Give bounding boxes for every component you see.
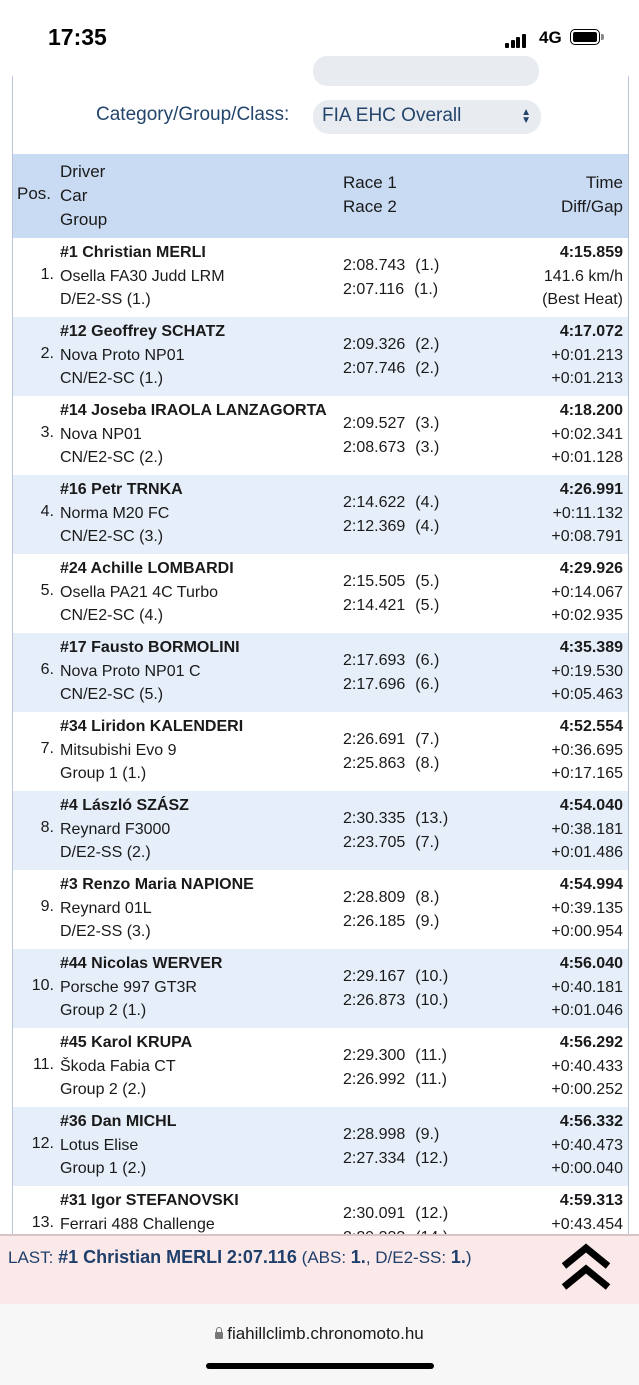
row-driver <box>60 399 327 470</box>
race1-time: 2:26.691 <box>343 731 406 748</box>
car-name: Porsche 997 GT3R <box>60 978 197 996</box>
race2-time: 2:26.185 <box>343 912 406 930</box>
driver-name: #31 Igor STEFANOVSKI <box>60 1192 239 1209</box>
row-time <box>551 794 623 865</box>
race2-rank: (2.) <box>415 359 440 377</box>
table-row[interactable] <box>13 1107 628 1186</box>
driver-name: #17 Fausto BORMOLINI <box>60 639 240 656</box>
header-pos: Pos. <box>17 184 52 203</box>
gap-value: (Best Heat) <box>542 291 623 308</box>
gap-value: +0:00.252 <box>551 1081 623 1098</box>
group-name: D/E2-SS (1.) <box>60 291 151 308</box>
race1-rank: (1.) <box>415 257 440 274</box>
gap-value: +0:01.213 <box>551 370 623 387</box>
row-driver <box>60 241 225 312</box>
header-time <box>561 171 623 219</box>
row-pos: 6. <box>40 661 54 678</box>
race2-time: 2:14.421 <box>343 596 406 614</box>
row-time <box>542 241 623 312</box>
race2-rank: (12.) <box>415 1149 449 1167</box>
row-driver <box>60 320 225 391</box>
row-races <box>343 412 459 459</box>
car-name: Škoda Fabia CT <box>60 1057 176 1075</box>
lock-icon <box>215 1332 223 1339</box>
race1-time: 2:30.091 <box>343 1205 406 1222</box>
category-select-value: FIA EHC Overall <box>322 105 462 126</box>
car-name: Nova Proto NP01 C <box>60 662 201 680</box>
car-name: Mitsubishi Evo 9 <box>60 741 177 759</box>
race1-rank: (4.) <box>415 494 440 511</box>
table-row[interactable] <box>13 1028 628 1107</box>
race2-time: 2:07.116 <box>343 280 405 298</box>
diff-value: +0:36.695 <box>551 741 623 759</box>
diff-value: +0:40.181 <box>551 978 623 996</box>
row-pos: 9. <box>40 898 54 915</box>
gap-value: +0:01.486 <box>551 844 623 861</box>
row-races <box>343 807 459 854</box>
row-pos: 2. <box>40 345 54 362</box>
total-time: 4:17.072 <box>559 323 623 340</box>
table-header <box>13 154 628 238</box>
race2-time: 2:08.673 <box>343 438 406 456</box>
row-driver <box>60 873 254 944</box>
total-time: 4:29.926 <box>559 560 623 577</box>
gap-value: +0:01.046 <box>551 1002 623 1019</box>
row-races <box>343 1044 459 1091</box>
header-race2: Race 2 <box>343 197 397 216</box>
driver-name: #34 Liridon KALENDERI <box>60 718 244 735</box>
row-pos: 12. <box>31 1135 54 1152</box>
table-row[interactable] <box>13 396 628 475</box>
row-driver <box>60 715 243 786</box>
total-time: 4:54.040 <box>559 797 623 814</box>
row-driver <box>60 794 189 865</box>
car-name: Nova NP01 <box>60 425 142 443</box>
race2-rank: (4.) <box>415 517 440 535</box>
battery-icon <box>570 29 600 45</box>
race1-rank: (9.) <box>415 1126 440 1143</box>
diff-value: +0:19.530 <box>551 662 623 680</box>
race2-time: 2:25.863 <box>343 754 406 772</box>
row-time <box>551 873 623 944</box>
row-time <box>551 1189 623 1236</box>
row-pos: 11. <box>32 1056 54 1073</box>
row-time <box>551 399 623 470</box>
race2-rank: (11.) <box>415 1070 447 1088</box>
race1-time: 2:17.693 <box>343 652 406 669</box>
diff-value: +0:39.135 <box>551 899 623 917</box>
group-name: D/E2-SS (2.) <box>60 844 151 861</box>
race2-time: 2:12.369 <box>343 517 406 535</box>
race2-time: 2:07.746 <box>343 359 406 377</box>
driver-name: #16 Petr TRNKA <box>60 481 183 498</box>
race1-time: 2:28.809 <box>343 889 406 906</box>
race2-rank: (1.) <box>414 280 439 298</box>
group-name: Group 1 (1.) <box>60 765 147 782</box>
race1-time: 2:14.622 <box>343 494 406 511</box>
car-name: Reynard F3000 <box>60 820 171 838</box>
total-time: 4:18.200 <box>559 402 623 419</box>
last-abs-rank: 1. <box>350 1247 366 1267</box>
driver-name: #1 Christian MERLI <box>60 244 206 261</box>
race2-time: 2:23.705 <box>343 833 406 851</box>
last-result-text <box>8 1247 472 1268</box>
race2-time: 2:26.873 <box>343 991 406 1009</box>
group-name: Group 2 (2.) <box>60 1081 147 1098</box>
race2-rank: (6.) <box>415 675 440 693</box>
driver-name: #4 László SZÁSZ <box>60 797 189 814</box>
round-select[interactable] <box>313 56 539 86</box>
race1-rank: (10.) <box>415 968 449 985</box>
race1-time: 2:30.335 <box>343 810 406 827</box>
row-time <box>551 557 623 628</box>
car-name: Norma M20 FC <box>60 504 170 522</box>
url-display[interactable] <box>0 1324 639 1344</box>
row-time <box>551 478 623 549</box>
total-time: 4:15.859 <box>559 244 623 261</box>
gap-value: +0:17.165 <box>551 765 623 782</box>
gap-value: +0:01.128 <box>551 449 623 466</box>
group-name: CN/E2-SC (2.) <box>60 449 164 466</box>
last-close: ) <box>465 1248 472 1267</box>
category-label: Category/Group/Class: <box>96 104 290 125</box>
row-races <box>343 886 459 933</box>
url-text: fiahillclimb.chronomoto.hu <box>227 1324 424 1343</box>
race1-rank: (2.) <box>415 336 440 353</box>
table-row[interactable] <box>13 238 628 317</box>
row-races <box>343 728 459 775</box>
car-name: Nova Proto NP01 <box>60 346 185 364</box>
scroll-top-icon[interactable] <box>558 1242 614 1299</box>
driver-name: #12 Geoffrey SCHATZ <box>60 323 226 340</box>
gap-value: +0:00.040 <box>551 1160 623 1177</box>
row-driver <box>60 478 183 549</box>
race2-rank: (5.) <box>415 596 440 614</box>
table-row[interactable] <box>13 791 628 870</box>
race1-time: 2:09.326 <box>343 336 406 353</box>
row-pos: 1. <box>40 266 54 283</box>
car-name: Osella PA21 4C Turbo <box>60 583 219 601</box>
header-race1: Race 1 <box>343 173 397 192</box>
race1-rank: (6.) <box>415 652 440 669</box>
row-time <box>551 1110 623 1181</box>
driver-name: #45 Karol KRUPA <box>60 1034 193 1051</box>
header-group-label: Group <box>60 210 108 229</box>
results-page <box>12 76 629 1234</box>
signal-icon <box>505 30 527 48</box>
group-name: Group 2 (1.) <box>60 1002 147 1019</box>
row-driver <box>60 636 240 707</box>
group-name: D/E2-SS (3.) <box>60 923 151 940</box>
total-time: 4:56.292 <box>559 1034 623 1051</box>
row-pos: 13. <box>31 1214 54 1231</box>
table-row[interactable] <box>13 554 628 633</box>
race1-time: 2:08.743 <box>343 257 406 274</box>
results-table <box>13 238 628 1265</box>
header-diffgap-label: Diff/Gap <box>560 197 623 216</box>
last-class-rank: 1. <box>450 1247 466 1267</box>
row-driver <box>60 1110 176 1181</box>
race1-time: 2:29.167 <box>343 968 406 985</box>
race1-rank: (5.) <box>415 573 440 590</box>
race1-time: 2:09.527 <box>343 415 406 432</box>
diff-value: +0:40.473 <box>551 1136 623 1154</box>
total-time: 4:56.332 <box>559 1113 623 1130</box>
row-time <box>551 320 623 391</box>
table-row[interactable] <box>13 949 628 1028</box>
last-result-bar <box>0 1234 639 1306</box>
row-races <box>343 491 459 538</box>
car-name: Lotus Elise <box>60 1136 139 1154</box>
row-races <box>343 1123 459 1170</box>
total-time: 4:52.554 <box>559 718 623 735</box>
table-row[interactable] <box>13 317 628 396</box>
select-arrows-icon: ▲ ▼ <box>521 107 531 126</box>
last-prefix: LAST: <box>8 1248 54 1267</box>
gap-value: +0:05.463 <box>551 686 623 703</box>
table-row[interactable] <box>13 633 628 712</box>
last-class-label: , D/E2-SS: <box>365 1248 451 1267</box>
group-name: CN/E2-SC (3.) <box>60 528 164 545</box>
total-time: 4:54.994 <box>559 876 623 893</box>
row-races <box>343 965 459 1012</box>
header-races <box>343 171 397 219</box>
race2-rank: (9.) <box>415 912 440 930</box>
group-name: CN/E2-SC (1.) <box>60 370 164 387</box>
row-time <box>551 715 623 786</box>
row-time <box>551 1031 623 1102</box>
table-row[interactable] <box>13 712 628 791</box>
race1-rank: (3.) <box>415 415 440 432</box>
group-name: CN/E2-SC (4.) <box>60 607 164 624</box>
race1-rank: (8.) <box>415 889 440 906</box>
row-pos: 7. <box>40 740 54 757</box>
driver-name: #14 Joseba IRAOLA LANZAGORTA <box>60 402 327 419</box>
race1-rank: (12.) <box>415 1205 449 1222</box>
row-races <box>343 649 459 696</box>
race1-time: 2:29.300 <box>343 1047 406 1064</box>
car-name: Ferrari 488 Challenge <box>60 1215 215 1233</box>
race2-time: 2:17.696 <box>343 675 406 693</box>
race1-time: 2:15.505 <box>343 573 406 590</box>
race2-rank: (7.) <box>415 833 440 851</box>
diff-value: +0:38.181 <box>551 820 623 838</box>
race2-rank: (3.) <box>415 438 440 456</box>
total-time: 4:26.991 <box>559 481 623 498</box>
driver-name: #24 Achille LOMBARDI <box>60 560 234 577</box>
table-row[interactable] <box>13 475 628 554</box>
row-driver <box>60 1031 192 1102</box>
header-time-label: Time <box>585 173 623 192</box>
total-time: 4:59.313 <box>559 1192 623 1209</box>
race1-time: 2:28.998 <box>343 1126 406 1143</box>
row-time <box>551 636 623 707</box>
driver-name: #3 Renzo Maria NAPIONE <box>60 876 254 893</box>
row-pos: 4. <box>40 503 54 520</box>
race1-rank: (11.) <box>415 1047 447 1064</box>
gap-value: +0:02.935 <box>551 607 623 624</box>
row-pos: 3. <box>40 424 54 441</box>
race2-time: 2:27.334 <box>343 1149 406 1167</box>
table-row[interactable] <box>13 870 628 949</box>
gap-value: +0:08.791 <box>551 528 623 545</box>
row-pos: 10. <box>31 977 54 994</box>
group-name: Group 1 (2.) <box>60 1160 147 1177</box>
row-races <box>343 254 459 301</box>
row-time <box>551 952 623 1023</box>
row-driver <box>60 1189 239 1236</box>
total-time: 4:35.389 <box>559 639 623 656</box>
row-pos: 8. <box>40 819 54 836</box>
last-time: 2:07.116 <box>226 1247 297 1267</box>
row-driver <box>60 557 234 628</box>
car-name: Reynard 01L <box>60 899 152 917</box>
driver-name: #44 Nicolas WERVER <box>60 955 223 972</box>
row-races <box>343 333 459 380</box>
diff-value: +0:14.067 <box>551 583 623 601</box>
driver-name: #36 Dan MICHL <box>60 1113 177 1130</box>
race2-time: 2:26.992 <box>343 1070 406 1088</box>
browser-address-bar[interactable] <box>0 1304 639 1385</box>
last-abs-label: (ABS: <box>301 1248 351 1267</box>
car-name: Osella FA30 Judd LRM <box>60 267 225 285</box>
race2-rank: (8.) <box>415 754 440 772</box>
diff-value: 141.6 km/h <box>543 267 623 285</box>
diff-value: +0:43.454 <box>551 1215 623 1233</box>
header-car-label: Car <box>60 186 88 205</box>
home-indicator <box>206 1363 434 1369</box>
total-time: 4:56.040 <box>559 955 623 972</box>
row-pos: 5. <box>40 582 54 599</box>
diff-value: +0:01.213 <box>551 346 623 364</box>
category-select[interactable] <box>313 100 541 134</box>
gap-value: +0:00.954 <box>551 923 623 940</box>
group-name: CN/E2-SC (5.) <box>60 686 164 703</box>
diff-value: +0:02.341 <box>551 425 623 443</box>
race1-rank: (7.) <box>415 731 440 748</box>
race2-rank: (10.) <box>415 991 449 1009</box>
clock: 17:35 <box>48 24 107 50</box>
last-driver: #1 Christian MERLI <box>58 1247 223 1267</box>
race1-rank: (13.) <box>415 810 449 827</box>
network-label: 4G <box>539 28 562 47</box>
diff-value: +0:40.433 <box>551 1057 623 1075</box>
header-driver-label: Driver <box>60 162 106 181</box>
diff-value: +0:11.132 <box>552 504 623 522</box>
header-driver <box>60 160 107 232</box>
row-driver <box>60 952 222 1023</box>
row-races <box>343 570 459 617</box>
